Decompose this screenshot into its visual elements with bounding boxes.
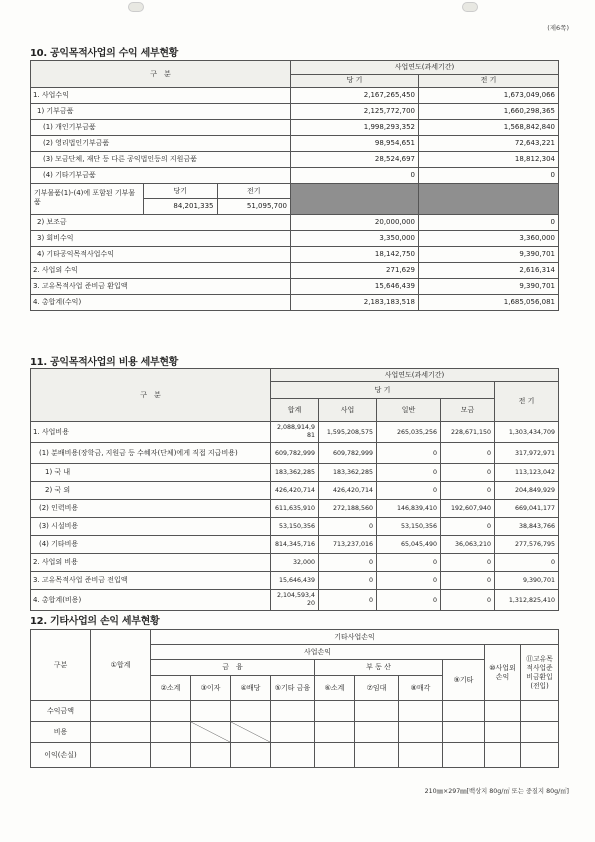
col-fund: 모금 [441,399,495,422]
empty-cell[interactable] [151,743,191,768]
row-label: 1. 사업수익 [31,88,291,104]
row-fund: 0 [441,518,495,536]
row-bus: 1,595,208,575 [319,422,377,443]
section-10-title: 10. 공익목적사업의 수익 세부현황 [30,48,179,59]
empty-cell[interactable] [151,722,191,743]
table-row [31,120,559,136]
in-kind-cur: 84,201,335 [144,199,218,214]
row-bus: 609,782,999 [319,443,377,464]
row-total: 2,088,914,981 [271,422,319,443]
empty-cell[interactable] [191,743,231,768]
col-nonop: ⑩사업외손익 [485,645,521,701]
shaded-cell-current [291,184,419,215]
row-label: (4) 기타기부금품 [31,168,291,184]
row-prior: 1,673,049,066 [419,88,559,104]
row-current: 0 [291,168,419,184]
row-current: 1,998,293,352 [291,120,419,136]
col-general: 일반 [377,399,441,422]
table-row [31,536,559,554]
col-category: 구 분 [31,369,271,422]
col-rent: ⑦임대 [355,676,399,701]
row-total: 611,635,910 [271,500,319,518]
table-row [31,263,559,279]
row-gen: 0 [377,590,441,611]
row-label: 2. 사업외 수익 [31,263,291,279]
row-fund: 36,063,210 [441,536,495,554]
table-row [31,231,559,247]
row-gen: 265,035,256 [377,422,441,443]
row-prior: 18,812,304 [419,152,559,168]
empty-cell[interactable] [315,743,355,768]
table-row [31,295,559,311]
other-business-table [30,629,559,768]
row-fund: 0 [441,443,495,464]
table-row [31,88,559,104]
row-label: 1. 사업비용 [31,422,271,443]
row-fund: 0 [441,554,495,572]
empty-cell[interactable] [91,701,151,722]
revenue-table [30,60,559,311]
row-current: 15,646,439 [291,279,419,295]
row-bus: 0 [319,572,377,590]
row-pri: 317,972,971 [495,443,559,464]
row-fund: 0 [441,464,495,482]
col-other-pl: 기타사업손익 [151,630,559,645]
empty-cell[interactable] [315,722,355,743]
row-label: (4) 기타비용 [31,536,271,554]
table-row [31,422,559,443]
row-label: (2) 인력비용 [31,500,271,518]
row-pri: 113,123,042 [495,464,559,482]
empty-cell[interactable] [271,743,315,768]
table-row [31,247,559,263]
row-total: 609,782,999 [271,443,319,464]
row-label: (1) 분배비용(장학금, 지원금 등 수혜자(단체)에게 직접 지급비용) [31,443,271,464]
in-kind-cell [31,184,291,215]
in-kind-pri: 51,095,700 [246,202,287,210]
col-business-pl: 사업손익 [151,645,485,660]
col-fin-other: ⑤기타 금융 [271,676,315,701]
empty-cell[interactable] [521,743,559,768]
row-prior: 9,390,701 [419,279,559,295]
table-row [31,215,559,231]
row-total: 426,420,714 [271,482,319,500]
table-row [31,518,559,536]
row-label: 1) 기부금품 [31,104,291,120]
empty-cell[interactable] [521,722,559,743]
row-total: 32,000 [271,554,319,572]
empty-cell[interactable] [231,743,271,768]
row-current: 3,350,000 [291,231,419,247]
col-realestate: 부 동 산 [315,660,443,676]
empty-cell[interactable] [443,722,485,743]
col-business: 사업 [319,399,377,422]
col-total: 합계 [271,399,319,422]
empty-cell[interactable] [399,722,443,743]
col-category: 구분 [31,630,91,701]
empty-cell[interactable] [91,743,151,768]
table-row [31,590,559,611]
empty-cell[interactable] [443,743,485,768]
row-pri: 204,849,929 [495,482,559,500]
col-interest: ③이자 [191,676,231,701]
col-other: ⑨기타 [443,660,485,701]
row-current: 2,125,772,700 [291,104,419,120]
row-label: 3) 회비수익 [31,231,291,247]
col-sub1: ②소계 [151,676,191,701]
row-prior: 72,643,221 [419,136,559,152]
section-11-title: 11. 공익목적사업의 비용 세부현황 [30,357,179,368]
table-row [31,743,559,768]
empty-cell[interactable] [399,701,443,722]
row-gen: 0 [377,482,441,500]
row-gen: 0 [377,443,441,464]
table-row [31,168,559,184]
col-current: 당 기 [271,382,495,399]
row-fund: 192,607,940 [441,500,495,518]
empty-cell[interactable] [355,722,399,743]
row-pri: 1,312,825,410 [495,590,559,611]
table-row [31,482,559,500]
table-row [31,554,559,572]
col-prior: 전 기 [419,74,559,88]
table-row [31,572,559,590]
empty-cell[interactable] [399,743,443,768]
row-label: (3) 시설비용 [31,518,271,536]
row-fund: 0 [441,572,495,590]
row-total: 53,150,356 [271,518,319,536]
row-prior: 0 [419,168,559,184]
col-dividend: ④배당 [231,676,271,701]
row-total: 183,362,285 [271,464,319,482]
row-prior: 1,568,842,840 [419,120,559,136]
empty-cell[interactable] [91,722,151,743]
row-label: (3) 모금단체, 재단 등 다른 공익법인등의 지원금품 [31,152,291,168]
row-total: 814,345,716 [271,536,319,554]
empty-cell[interactable] [443,701,485,722]
table-row [31,464,559,482]
empty-cell[interactable] [271,701,315,722]
row-gen: 0 [377,572,441,590]
row-label: 3. 고유목적사업 준비금 환입액 [31,279,291,295]
table-row [31,500,559,518]
row-label: 2) 보조금 [31,215,291,231]
empty-cell[interactable] [315,701,355,722]
row-label: 4. 총합계(비용) [31,590,271,611]
struck-cell [191,722,231,743]
row-current: 18,142,750 [291,247,419,263]
row-label: 수익금액 [31,701,91,722]
col-prior: 전 기 [495,382,559,422]
section-12-title: 12. 기타사업의 손익 세부현황 [30,616,160,627]
row-label: (2) 영리법인기부금품 [31,136,291,152]
row-label: 2. 사업외 비용 [31,554,271,572]
row-fund: 228,671,150 [441,422,495,443]
row-bus: 713,237,016 [319,536,377,554]
row-prior: 0 [419,215,559,231]
col-period: 사업연도(과세기간) [291,61,559,75]
row-label: 2) 국 외 [31,482,271,500]
punch-hole-right [462,2,478,12]
col-total: ①합계 [91,630,151,701]
row-gen: 53,150,356 [377,518,441,536]
col-category: 구 분 [31,61,291,88]
row-bus: 272,188,560 [319,500,377,518]
row-label: 비용 [31,722,91,743]
row-bus: 0 [319,554,377,572]
table-row [31,136,559,152]
row-prior: 1,685,056,081 [419,295,559,311]
empty-cell[interactable] [191,701,231,722]
table-row [31,152,559,168]
row-current: 20,000,000 [291,215,419,231]
col-sub2: ⑥소계 [315,676,355,701]
row-gen: 0 [377,464,441,482]
in-kind-h-pri: 전기 [246,187,261,195]
shaded-cell-prior [419,184,559,215]
in-kind-h-cur: 당기 [144,184,218,198]
table-row [31,104,559,120]
in-kind-label: 기부물품(1)-(4)에 포함된 기부물품 [34,189,136,206]
table-row [31,443,559,464]
row-label: 이익(손실) [31,743,91,768]
row-total: 15,646,439 [271,572,319,590]
row-label: 1) 국 내 [31,464,271,482]
row-gen: 0 [377,554,441,572]
row-prior: 2,616,314 [419,263,559,279]
row-gen: 65,045,490 [377,536,441,554]
row-fund: 0 [441,590,495,611]
row-bus: 0 [319,518,377,536]
row-prior: 1,660,298,365 [419,104,559,120]
row-pri: 38,843,766 [495,518,559,536]
row-pri: 669,041,177 [495,500,559,518]
col-sale: ⑧매각 [399,676,443,701]
row-pri: 9,390,701 [495,572,559,590]
row-pri: 0 [495,554,559,572]
page-label: (제6쪽) [547,24,569,32]
row-prior: 9,390,701 [419,247,559,263]
paper-spec-footer: 210㎜×297㎜[백상지 80g/㎡ 또는 중질지 80g/㎡] [424,788,569,795]
empty-cell[interactable] [355,743,399,768]
col-reserve: ⑪고유목적사업준비금환입(전입) [521,645,559,701]
row-label: 4) 기타공익목적사업수익 [31,247,291,263]
row-pri: 277,576,795 [495,536,559,554]
col-finance: 금 융 [151,660,315,676]
row-label: (1) 개인기부금품 [31,120,291,136]
table-row [31,279,559,295]
col-period: 사업연도(과세기간) [271,369,559,382]
row-label: 4. 총합계(수익) [31,295,291,311]
col-current: 당 기 [291,74,419,88]
row-bus: 426,420,714 [319,482,377,500]
empty-cell[interactable] [521,701,559,722]
row-current: 2,183,183,518 [291,295,419,311]
empty-cell[interactable] [485,701,521,722]
empty-cell[interactable] [231,701,271,722]
empty-cell[interactable] [151,701,191,722]
struck-cell [231,722,271,743]
row-current: 28,524,697 [291,152,419,168]
row-prior: 3,360,000 [419,231,559,247]
row-gen: 146,839,410 [377,500,441,518]
row-current: 98,954,651 [291,136,419,152]
empty-cell[interactable] [271,722,315,743]
row-current: 271,629 [291,263,419,279]
table-row [31,722,559,743]
row-pri: 1,303,434,709 [495,422,559,443]
punch-hole-left [128,2,144,12]
expense-table [30,368,559,611]
row-current: 2,167,265,450 [291,88,419,104]
table-row [31,701,559,722]
row-bus: 183,362,285 [319,464,377,482]
row-fund: 0 [441,482,495,500]
empty-cell[interactable] [485,743,521,768]
row-bus: 0 [319,590,377,611]
empty-cell[interactable] [355,701,399,722]
row-label: 3. 고유목적사업 준비금 전입액 [31,572,271,590]
empty-cell[interactable] [485,722,521,743]
row-total: 2,104,593,420 [271,590,319,611]
